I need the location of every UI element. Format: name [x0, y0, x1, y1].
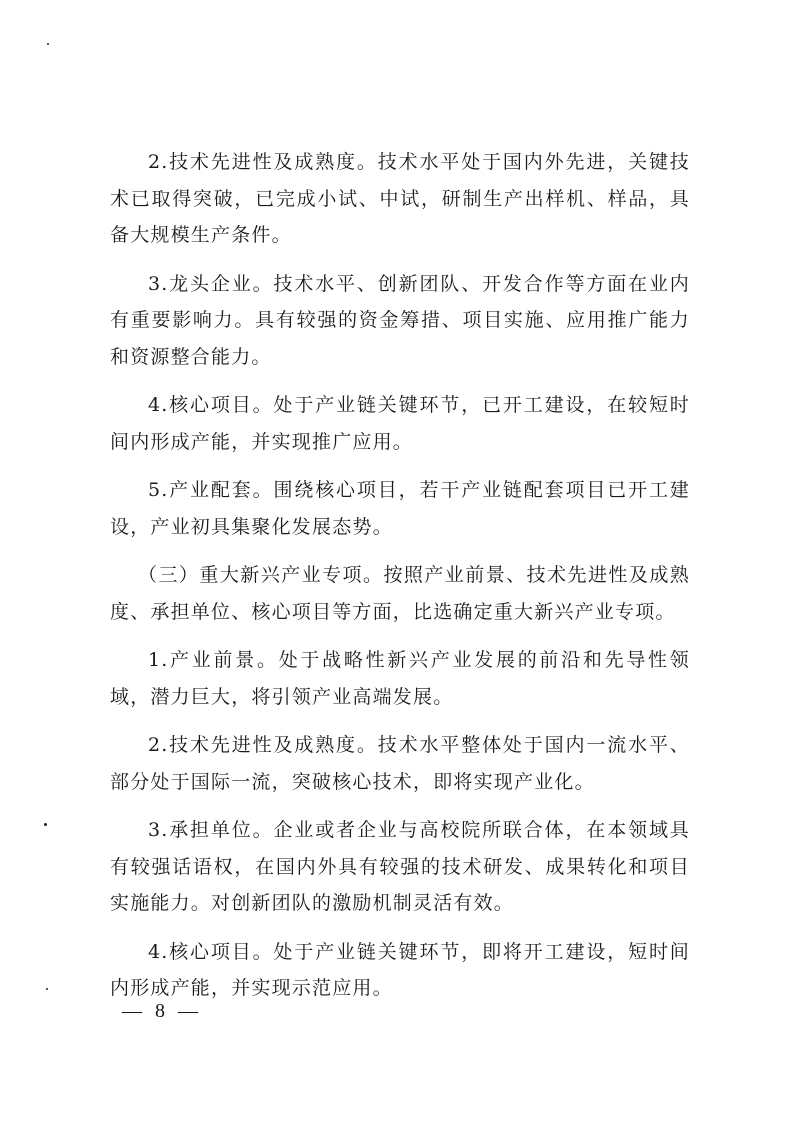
paragraph-core-project-2: 4.核心项目。处于产业链关键环节，即将开工建设，短时间内形成产能，并实现示范应用。	[110, 940, 690, 999]
paragraph-core-project: 4.核心项目。处于产业链关键环节，已开工建设，在较短时间内形成产能，并实现推广应用。	[110, 394, 690, 453]
paragraph-undertaking-unit: 3.承担单位。企业或者企业与高校院所联合体，在本领域具有较强话语权，在国内外具有较强的技术研发、成果转化和项目实施能力。对创新团队的激励机制灵活有效。	[110, 819, 690, 914]
paragraph-tech-maturity-2: 2.技术先进性及成熟度。技术水平整体处于国内一流水平、部分处于国际一流，突破核心技术，即将实现产业化。	[110, 734, 690, 793]
page-number: — 8 —	[122, 1000, 202, 1022]
document-body	[110, 144, 690, 1019]
paragraph-leading-enterprise: 3.龙头企业。技术水平、创新团队、开发合作等方面在业内有重要影响力。具有较强的资金筹措、项目实施、应用推广能力和资源整合能力。	[110, 272, 690, 368]
section-heading-major-emerging: （三）重大新兴产业专项。按照产业前景、技术先进性及成熟度、承担单位、核心项目等方面，比选确定重大新兴产业专项。	[110, 564, 690, 623]
scan-speck	[46, 988, 48, 990]
paragraph-industry-support: 5.产业配套。围绕核心项目，若干产业链配套项目已开工建设，产业初具集聚化发展态势。	[110, 479, 690, 538]
scan-speck	[47, 43, 49, 45]
scan-speck	[44, 823, 47, 826]
paragraph-tech-maturity: 2.技术先进性及成熟度。技术水平处于国内外先进，关键技术已取得突破，已完成小试、中试，研制生产出样机、样品，具备大规模生产条件。	[110, 151, 690, 246]
paragraph-industry-prospect: 1.产业前景。处于战略性新兴产业发展的前沿和先导性领域，潜力巨大，将引领产业高端发展。	[110, 649, 690, 708]
